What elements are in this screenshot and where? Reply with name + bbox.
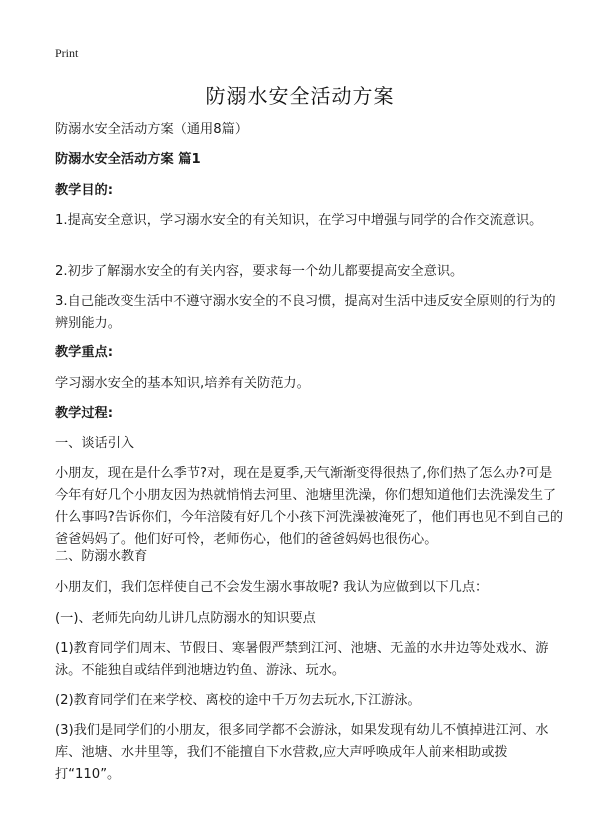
point-item-3: (3)我们是同学们的小朋友，很多同学都不会游泳，如果发现有幼儿不慎掉进江河、水库、池塘、水井里等，我们不能擅自下水营救,应大声呼唤成年人前来相助或拨打“110”。	[55, 723, 549, 782]
article-heading: 防溺水安全活动方案 篇1	[55, 152, 201, 167]
step1-heading: 一、谈话引入	[55, 436, 135, 451]
goals-heading: 教学目的:	[55, 183, 114, 198]
goal-item-1: 1.提高安全意识，学习溺水安全的有关知识，在学习中增强与同学的合作交流意识。	[55, 213, 543, 228]
point-item-1: (1)教育同学们周末、节假日、寒暑假严禁到江河、池塘、无盖的水井边等处戏水、游泳。不能独自或结伴到池塘边钓鱼、游泳、玩水。	[55, 641, 549, 678]
print-link[interactable]: Print	[55, 46, 79, 60]
step1-text: 小朋友，现在是什么季节?对，现在是夏季,天气渐渐变得很热了,你们热了怎么办?可是今年有好几个小朋友因为热就悄悄去河里、池塘里洗澡，你们想知道他们去洗澡发生了什么事吗?告诉你们，今年涪陵有好几个小孩下河洗澡被淹死了，他们再也见不到自己的爸爸妈妈了。他们好可怜，老师伤心，他们的爸爸妈妈也很伤心。	[55, 466, 564, 547]
goal-item-2: 2.初步了解溺水安全的有关内容，要求每一个幼儿都要提高安全意识。	[55, 264, 464, 279]
goal-item-3: 3.自己能改变生活中不遵守溺水安全的不良习惯，提高对生活中违反安全原则的行为的辨别能力。	[55, 294, 556, 331]
focus-text: 学习溺水安全的基本知识,培养有关防范力。	[55, 376, 310, 391]
step2-intro: 小朋友们，我们怎样使自己不会发生溺水事故呢? 我认为应做到以下几点：	[55, 580, 489, 595]
process-heading: 教学过程:	[55, 406, 114, 421]
step2-heading: 二、防溺水教育	[55, 549, 148, 564]
focus-heading: 教学重点:	[55, 345, 114, 360]
page-title: 防溺水安全活动方案	[205, 84, 395, 108]
subtitle: 防溺水安全活动方案（通用8篇）	[55, 122, 249, 137]
sub1-heading: (一)、老师先向幼儿讲几点防溺水的知识要点	[55, 611, 316, 626]
point-item-2: (2)教育同学们在来学校、离校的途中千万勿去玩水,下江游泳。	[55, 693, 421, 708]
